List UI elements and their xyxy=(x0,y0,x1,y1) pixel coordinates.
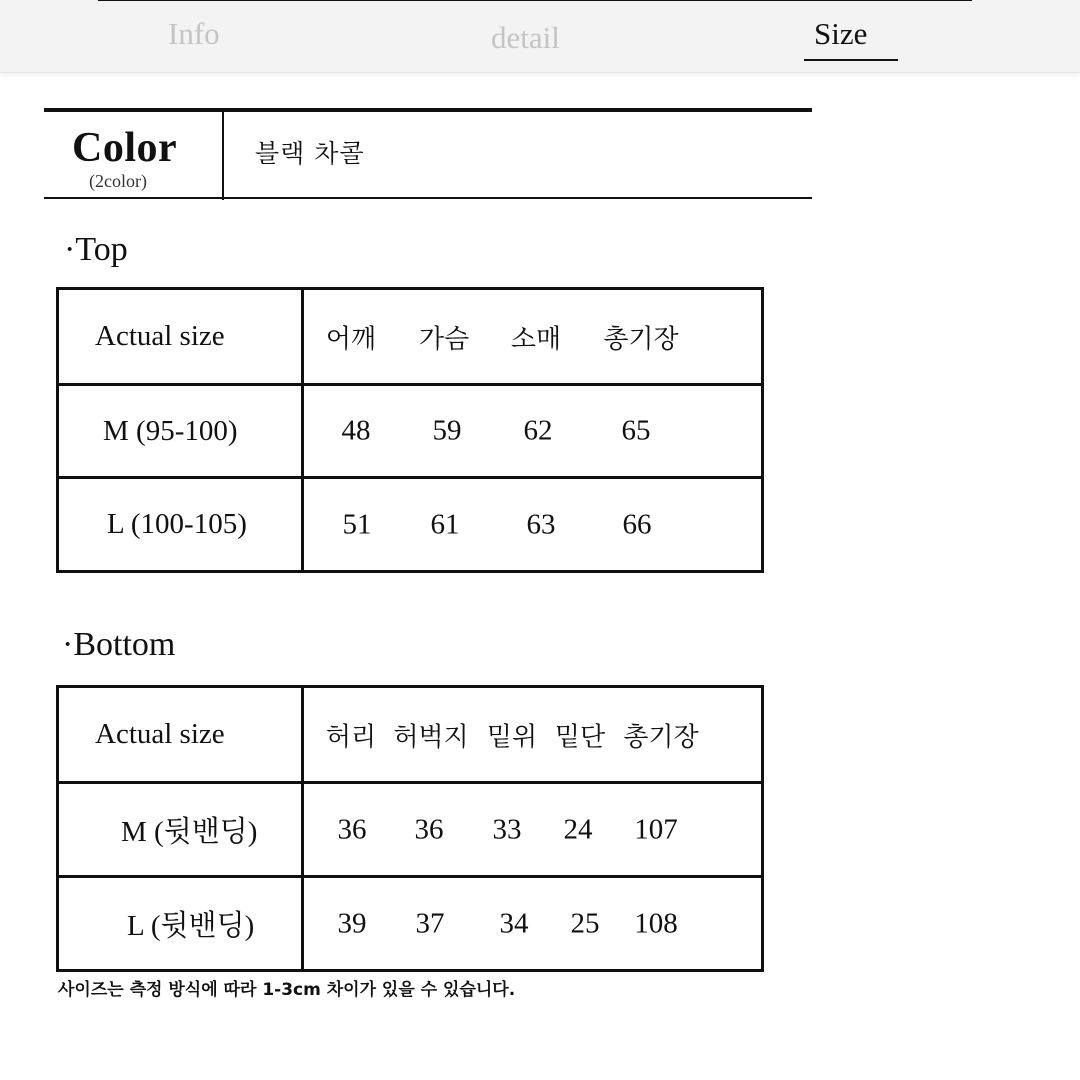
color-title: Color xyxy=(72,125,178,171)
cell-value: 63 xyxy=(526,508,556,540)
row-label: M (뒷밴딩) xyxy=(121,816,258,848)
row-values-cell xyxy=(303,783,763,877)
bottom-size-table xyxy=(56,685,764,972)
cell-value: 59 xyxy=(432,414,462,447)
column-header: 허벅지 xyxy=(393,722,469,752)
row-values-cell xyxy=(303,385,763,478)
column-header: 밑단 xyxy=(554,722,606,752)
color-count-label: (2color) xyxy=(89,171,147,191)
header-columns-cell xyxy=(303,289,763,385)
cell-value: 66 xyxy=(622,508,652,540)
cell-value: 62 xyxy=(523,414,553,447)
row-values-cell xyxy=(303,877,763,971)
header-label-cell xyxy=(58,289,303,385)
cell-value: 48 xyxy=(341,414,371,447)
row-label: L (뒷밴딩) xyxy=(127,910,255,942)
table-row xyxy=(58,783,763,877)
row-label-cell xyxy=(58,478,303,572)
bottom-heading: ·Bottom xyxy=(62,626,176,663)
cell-value: 37 xyxy=(415,907,445,939)
cell-value: 108 xyxy=(634,907,678,939)
active-tab-underline xyxy=(804,59,898,61)
actual-size-label: Actual size xyxy=(95,320,225,352)
cell-value: 65 xyxy=(621,414,651,447)
cell-value: 107 xyxy=(634,813,678,845)
top-size-table xyxy=(56,287,764,573)
tab-bar xyxy=(0,0,1080,73)
column-header: 밑위 xyxy=(486,722,538,752)
cell-value: 51 xyxy=(342,508,372,540)
cell-value: 34 xyxy=(499,907,529,939)
table-row xyxy=(58,385,763,478)
row-label-cell xyxy=(58,783,303,877)
tab-info[interactable]: Info xyxy=(168,16,220,51)
table-header-row xyxy=(58,687,763,783)
cell-value: 24 xyxy=(563,813,593,845)
column-header: 허리 xyxy=(325,722,377,752)
cell-value: 33 xyxy=(492,813,522,845)
row-label: L (100-105) xyxy=(107,508,247,540)
column-header: 가슴 xyxy=(418,324,470,354)
top-heading: ·Top xyxy=(64,231,128,268)
table-row xyxy=(58,478,763,572)
size-footnote: 사이즈는 측정 방식에 따라 1-3cm 차이가 있을 수 있습니다. xyxy=(58,980,516,1000)
row-label-cell xyxy=(58,877,303,971)
header-columns-cell xyxy=(303,687,763,783)
cell-value: 25 xyxy=(570,907,600,939)
table-row xyxy=(58,877,763,971)
column-header: 소매 xyxy=(510,324,562,354)
column-header: 어깨 xyxy=(325,324,377,354)
cell-value: 39 xyxy=(337,907,367,939)
cell-value: 36 xyxy=(337,813,367,845)
color-top-rule xyxy=(44,108,812,112)
row-label: M (95-100) xyxy=(103,414,238,447)
row-label-cell xyxy=(58,385,303,478)
tab-detail[interactable]: detail xyxy=(491,20,560,55)
cell-value: 36 xyxy=(414,813,444,845)
header-label-cell xyxy=(58,687,303,783)
color-value: 블랙 차콜 xyxy=(255,139,365,168)
row-values-cell xyxy=(303,478,763,572)
table-header-row xyxy=(58,289,763,385)
tab-bar-top-rule xyxy=(98,0,972,1)
cell-value: 61 xyxy=(430,508,460,540)
color-bottom-rule xyxy=(44,197,812,199)
column-header: 총기장 xyxy=(603,324,679,354)
column-header: 총기장 xyxy=(623,722,699,752)
color-divider xyxy=(222,112,224,200)
tab-size[interactable]: Size xyxy=(814,16,868,51)
actual-size-label: Actual size xyxy=(95,718,225,750)
